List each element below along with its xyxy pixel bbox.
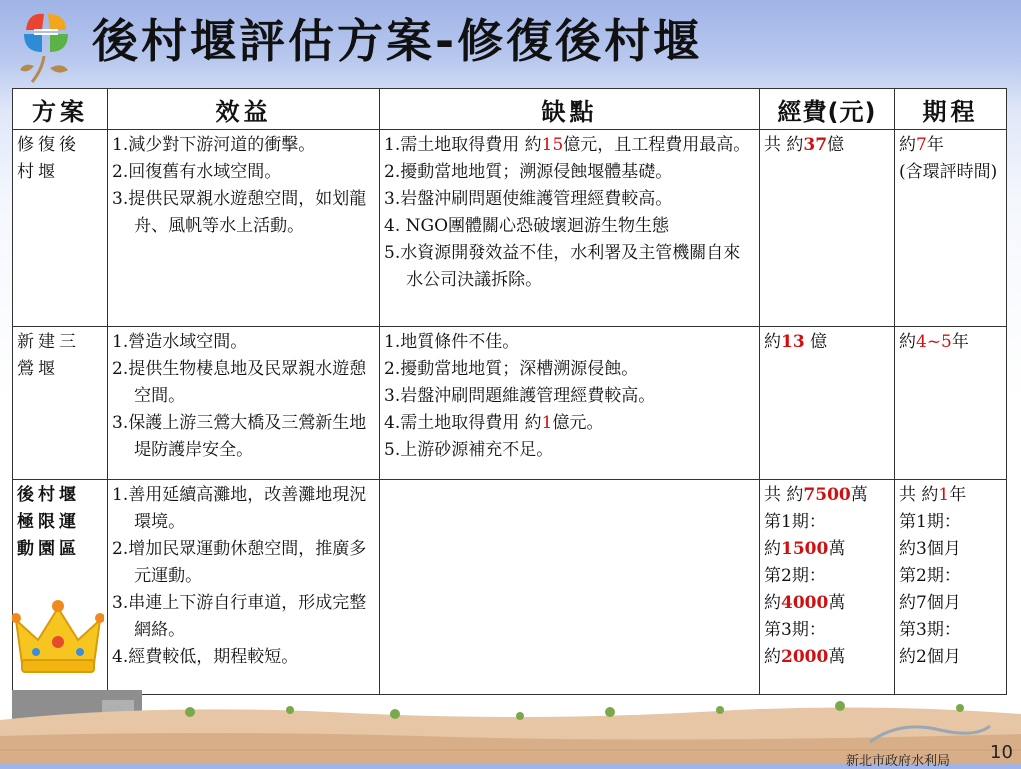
- evaluation-table: [12, 88, 1007, 695]
- drawback-item: 1.需土地取得費用 約15億元，且工程費用最高。: [384, 135, 751, 155]
- drawback-item: 4.需土地取得費用 約1億元。: [384, 413, 604, 433]
- benefit-item: 1.善用延續高灘地，改善灘地現況環境。: [112, 485, 367, 532]
- drawback-item: 1.地質條件不佳。: [384, 332, 520, 352]
- cost-cell: 約13 億: [760, 327, 895, 480]
- schedule-cell: 約7年 (含環評時間): [895, 130, 1007, 327]
- drawback-item: 2.擾動當地地質；溯源侵蝕堰體基礎。: [384, 162, 673, 182]
- benefit-item: 4.經費較低，期程較短。: [112, 647, 299, 667]
- benefits-cell: [108, 130, 380, 327]
- table-row: [13, 327, 1007, 480]
- header-benefits: 效益: [108, 89, 380, 130]
- header-schedule: 期程: [895, 89, 1007, 130]
- drawbacks-cell: [380, 130, 760, 327]
- schedule-cell: 共 約1年 第1期： 約3個月 第2期： 約7個月 第3期： 約2個月: [895, 480, 1007, 695]
- city-logo-icon: [14, 8, 78, 88]
- drawbacks-cell: [380, 327, 760, 480]
- plan-cell: 後村堰 極限運 動園區: [13, 480, 108, 695]
- benefits-cell: [108, 480, 380, 695]
- drawback-item: 4. NGO團體關心恐破壞迴游生物生態: [384, 216, 670, 236]
- drawback-item: 3.岩盤沖刷問題使維護管理經費較高。: [384, 189, 673, 209]
- page-number: 10: [990, 742, 1013, 763]
- footer-organization: 新北市政府水利局: [846, 754, 951, 769]
- schedule-cell: 約4~5年: [895, 327, 1007, 480]
- header-drawbacks: 缺點: [380, 89, 760, 130]
- benefit-item: 3.提供民眾親水遊憩空間，如划龍舟、風帆等水上活動。: [112, 189, 367, 236]
- table-row: [13, 480, 1007, 695]
- plan-cell: 新建三 鶯堰: [13, 327, 108, 480]
- drawbacks-cell: [380, 480, 760, 695]
- header-cost: 經費(元): [760, 89, 895, 130]
- benefit-item: 3.串連上下游自行車道，形成完整網絡。: [112, 593, 367, 640]
- drawback-item: 2.擾動當地地質；深槽溯源侵蝕。: [384, 359, 639, 379]
- benefit-item: 2.提供生物棲息地及民眾親水遊憩空間。: [112, 359, 367, 406]
- table-header-row: [13, 89, 1007, 130]
- cost-cell: 共 約7500萬 第1期： 約1500萬 第2期： 約4000萬 第3期： 約2000萬: [760, 480, 895, 695]
- crown-icon: [12, 598, 104, 676]
- benefit-item: 1.營造水域空間。: [112, 332, 248, 352]
- benefits-cell: [108, 327, 380, 480]
- plan-cell: 修復後 村堰: [13, 130, 108, 327]
- benefit-item: 2.回復舊有水域空間。: [112, 162, 282, 182]
- benefit-item: 2.增加民眾運動休憩空間，推廣多元運動。: [112, 539, 367, 586]
- drawback-item: 5.水資源開發效益不佳，水利署及主管機關自來水公司決議拆除。: [384, 243, 741, 290]
- benefit-item: 3.保護上游三鶯大橋及三鶯新生地堤防護岸安全。: [112, 413, 367, 460]
- header-plan: 方案: [13, 89, 108, 130]
- cost-cell: 共 約37億: [760, 130, 895, 327]
- benefit-item: 1.減少對下游河道的衝擊。: [112, 135, 316, 155]
- table-row: [13, 130, 1007, 327]
- drawback-item: 5.上游砂源補充不足。: [384, 440, 554, 460]
- evaluation-table-container: [12, 88, 1006, 695]
- drawback-item: 3.岩盤沖刷問題維護管理經費較高。: [384, 386, 656, 406]
- page-title: 後村堰評估方案-修復後村堰: [92, 14, 703, 68]
